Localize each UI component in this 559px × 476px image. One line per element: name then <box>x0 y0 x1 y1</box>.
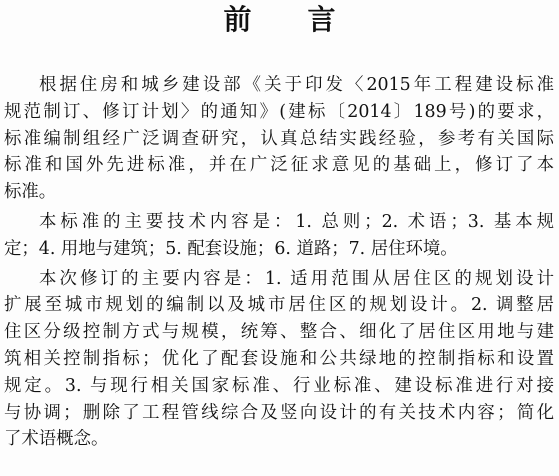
paragraph-line: 本次修订的主要内容是：1. 适用范围从居住区的规划设计 <box>39 268 554 289</box>
paragraph-line: 扩展至城市规划的编制以及城市居住区的规划设计。2. 调整居 <box>4 295 554 316</box>
paragraph-line: 规范制订、修订计划〉的通知》(建标〔2014〕189号)的要求， <box>4 101 554 122</box>
paragraph-line: 本标准的主要技术内容是：1. 总则；2. 术语；3. 基本规 <box>39 211 554 232</box>
paragraph-line: 住区分级控制方式与规模，统筹、整合、细化了居住区用地与建 <box>4 322 554 343</box>
paragraph-line: 筑相关控制指标；优化了配套设施和公共绿地的控制指标和设置 <box>4 348 554 369</box>
paragraph-line: 与协调；删除了工程管线综合及竖向设计的有关技术内容；简化 <box>4 402 554 423</box>
paragraph-line: 标准编制组经广泛调查研究，认真总结实践经验，参考有关国际 <box>4 128 554 149</box>
paragraph-line: 根据住房和城乡建设部《关于印发〈2015年工程建设标准 <box>39 75 554 95</box>
paragraph-line: 规定。3. 与现行相关国家标准、行业标准、建设标准进行对接 <box>4 375 554 396</box>
title-char-1: 前 <box>223 3 252 36</box>
paragraph-3 <box>4 266 554 454</box>
paragraph-line: 了术语概念。 <box>4 429 109 450</box>
paragraph-line: 定；4. 用地与建筑；5. 配套设施；6. 道路；7. 居住环境。 <box>4 238 458 259</box>
paragraph-line: 标准。 <box>4 182 57 203</box>
preface-body <box>4 72 554 453</box>
paragraph-line: 标准和国外先进标准，并在广泛征求意见的基础上，修订了本 <box>4 155 554 176</box>
paragraph-1 <box>4 72 554 206</box>
page-title <box>0 2 559 38</box>
title-char-2: 言 <box>307 3 336 36</box>
paragraph-2 <box>4 209 554 263</box>
